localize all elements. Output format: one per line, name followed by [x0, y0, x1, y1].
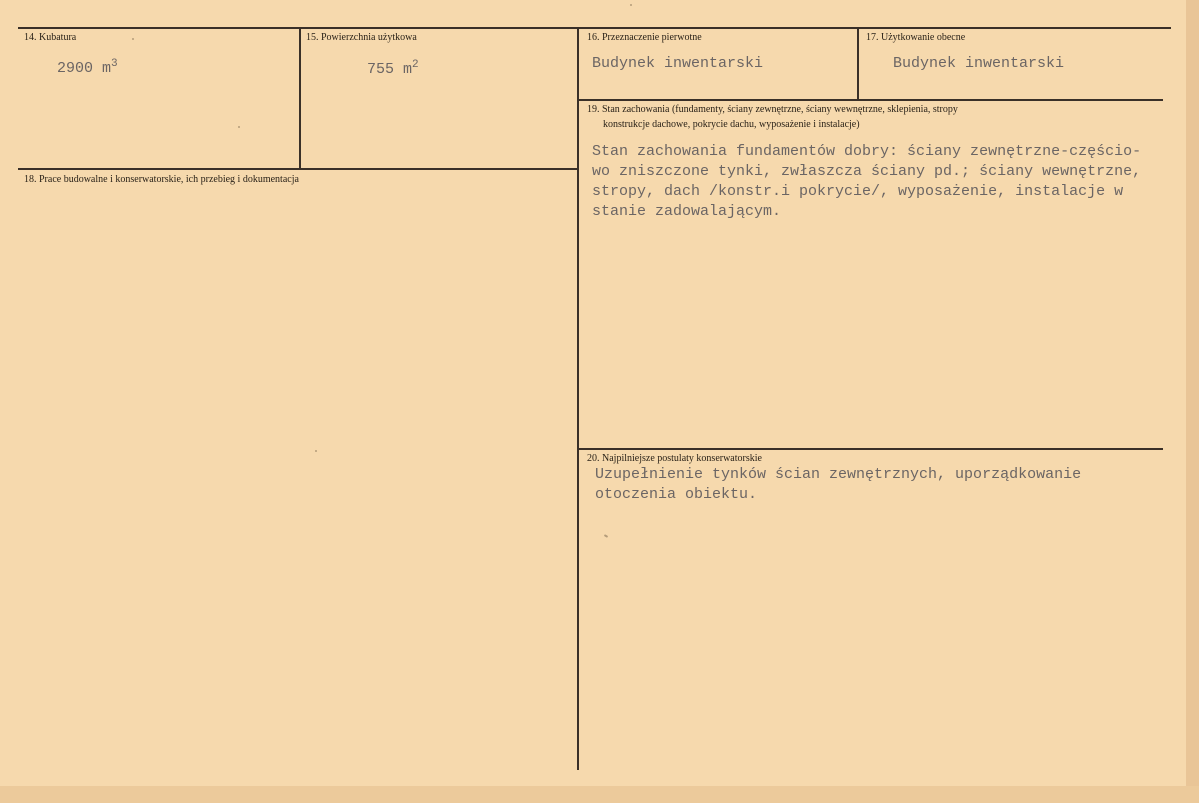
- top-rule: [18, 27, 1171, 29]
- card-bottom-edge: [0, 786, 1199, 803]
- field-19-line: stanie zadowalającym.: [592, 203, 782, 220]
- field-19-line: wo zniszczone tynki, zwłaszcza ściany pd.; ściany wewnętrzne,: [592, 163, 1142, 180]
- card-right-edge: [1186, 0, 1199, 803]
- paper-speck: [132, 38, 134, 40]
- field-18-label: 18. Prace budowalne i konserwatorskie, ich przebieg i dokumentacja: [24, 174, 299, 185]
- paper-speck: [604, 534, 608, 538]
- field-14-label: 14. Kubatura: [24, 32, 77, 43]
- field-14-exponent: 3: [111, 58, 118, 70]
- paper-speck: [630, 4, 632, 6]
- paper-speck: [238, 126, 240, 128]
- field-14-value: [57, 58, 118, 77]
- paper-speck: [315, 450, 317, 452]
- field-19-label-line-1: 19. Stan zachowania (fundamenty, ściany zewnętrzne, ściany wewnętrzne, sklepienia, stropy: [587, 104, 958, 115]
- field-15-exponent: 2: [412, 59, 419, 71]
- field-16-label: 16. Przeznaczenie pierwotne: [587, 32, 702, 43]
- field-15-label: 15. Powierzchnia użytkowa: [306, 32, 417, 43]
- main-vertical-divider: [577, 27, 579, 770]
- field-16-value: Budynek inwentarski: [592, 55, 764, 72]
- rule-below-14-15: [18, 168, 577, 170]
- field-20-line: otoczenia obiektu.: [595, 486, 758, 503]
- divider-16-17: [857, 27, 859, 99]
- field-17-label: 17. Użytkowanie obecne: [866, 32, 966, 43]
- field-19-line: stropy, dach /konstr.i pokrycie/, wyposażenie, instalacje w: [592, 183, 1124, 200]
- field-19-text: [592, 142, 1141, 222]
- field-19-label-line-2: konstrukcje dachowe, pokrycie dachu, wyposażenie i instalacje): [603, 119, 860, 130]
- rule-above-19: [579, 99, 1163, 101]
- field-15-value: [367, 59, 419, 78]
- rule-above-20: [579, 448, 1163, 450]
- field-14-number: 2900 m: [57, 60, 112, 77]
- field-17-value: Budynek inwentarski: [893, 55, 1065, 72]
- divider-14-15: [299, 27, 301, 168]
- field-20-label: 20. Najpilniejsze postulaty konserwatorskie: [587, 453, 762, 464]
- field-15-number: 755 m: [367, 61, 413, 78]
- field-20-text: [595, 465, 1081, 505]
- field-19-line: Stan zachowania fundamentów dobry: ściany zewnętrzne-częścio-: [592, 143, 1142, 160]
- field-20-line: Uzupełnienie tynków ścian zewnętrznych, uporządkowanie: [595, 466, 1082, 483]
